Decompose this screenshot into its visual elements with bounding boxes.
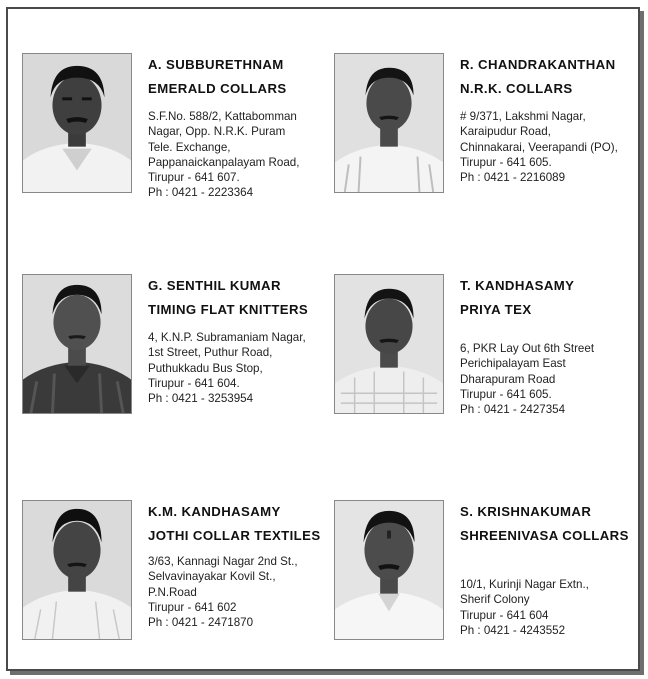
address-block bbox=[148, 330, 306, 406]
directory-entry bbox=[22, 500, 322, 650]
directory-entry bbox=[334, 274, 634, 424]
address-line: Sherif Colony bbox=[460, 593, 530, 607]
address-line: 4, K.N.P. Subramaniam Nagar, bbox=[148, 331, 306, 344]
address-line: Chinnakarai, Veerapandi (PO), bbox=[460, 140, 618, 154]
person-name: G. SENTHIL KUMAR bbox=[148, 278, 281, 293]
address-block bbox=[148, 109, 299, 201]
address-line: S.F.No. 588/2, Kattabomman bbox=[148, 110, 297, 123]
phone-number: Ph : 0421 - 2223364 bbox=[148, 186, 254, 200]
address-line: 3/63, Kannagi Nagar 2nd St., bbox=[148, 555, 298, 568]
person-name: A. SUBBURETHNAM bbox=[148, 57, 284, 72]
address-line: Tirupur - 641 604. bbox=[148, 376, 240, 390]
address-line: 10/1, Kurinji Nagar Extn., bbox=[460, 578, 589, 591]
address-line: Dharapuram Road bbox=[460, 372, 556, 386]
person-name: K.M. KANDHASAMY bbox=[148, 504, 281, 519]
phone-number: Ph : 0421 - 2471870 bbox=[148, 616, 254, 630]
address-line: Karaipudur Road, bbox=[460, 125, 551, 139]
company-name: PRIYA TEX bbox=[460, 302, 532, 317]
portrait-photo bbox=[334, 53, 444, 193]
directory-page bbox=[6, 7, 640, 671]
portrait-photo bbox=[334, 274, 444, 414]
address-block bbox=[460, 109, 618, 185]
address-line: Pappanaickanpalayam Road, bbox=[148, 155, 300, 169]
address-line: Tele. Exchange, bbox=[148, 140, 231, 154]
address-line: Tirupur - 641 605. bbox=[460, 387, 552, 401]
person-name: S. KRISHNAKUMAR bbox=[460, 504, 592, 519]
company-name: SHREENIVASA COLLARS bbox=[460, 528, 629, 543]
address-line: Tirupur - 641 605. bbox=[460, 155, 552, 169]
address-line: Perichipalayam East bbox=[460, 357, 566, 371]
address-block bbox=[148, 554, 298, 630]
portrait-photo bbox=[334, 500, 444, 640]
address-line: # 9/371, Lakshmi Nagar, bbox=[460, 110, 586, 123]
address-line: Selvavinayakar Kovil St., bbox=[148, 570, 276, 584]
phone-number: Ph : 0421 - 3253954 bbox=[148, 392, 254, 406]
address-line: Tirupur - 641 602 bbox=[148, 600, 237, 614]
phone-number: Ph : 0421 - 2427354 bbox=[460, 403, 566, 417]
company-name: EMERALD COLLARS bbox=[148, 81, 287, 96]
address-block bbox=[460, 577, 589, 638]
directory-entry bbox=[22, 274, 322, 424]
phone-number: Ph : 0421 - 4243552 bbox=[460, 623, 566, 637]
address-line: 6, PKR Lay Out 6th Street bbox=[460, 342, 595, 355]
address-line: Nagar, Opp. N.R.K. Puram bbox=[148, 125, 286, 139]
portrait-photo bbox=[22, 53, 132, 193]
address-line: Puthukkadu Bus Stop, bbox=[148, 361, 263, 375]
portrait-photo bbox=[22, 274, 132, 414]
company-name: N.R.K. COLLARS bbox=[460, 81, 573, 96]
address-line: 1st Street, Puthur Road, bbox=[148, 346, 273, 360]
address-block bbox=[460, 341, 594, 417]
address-line: P.N.Road bbox=[148, 585, 197, 599]
phone-number: Ph : 0421 - 2216089 bbox=[460, 171, 566, 185]
directory-entry bbox=[22, 53, 322, 203]
portrait-photo bbox=[22, 500, 132, 640]
address-line: Tirupur - 641 607. bbox=[148, 171, 240, 185]
company-name: JOTHI COLLAR TEXTILES bbox=[148, 528, 321, 543]
address-line: Tirupur - 641 604 bbox=[460, 608, 549, 622]
person-name: T. KANDHASAMY bbox=[460, 278, 575, 293]
directory-entry bbox=[334, 53, 634, 203]
person-name: R. CHANDRAKANTHAN bbox=[460, 57, 616, 72]
company-name: TIMING FLAT KNITTERS bbox=[148, 302, 309, 317]
directory-entry bbox=[334, 500, 634, 650]
